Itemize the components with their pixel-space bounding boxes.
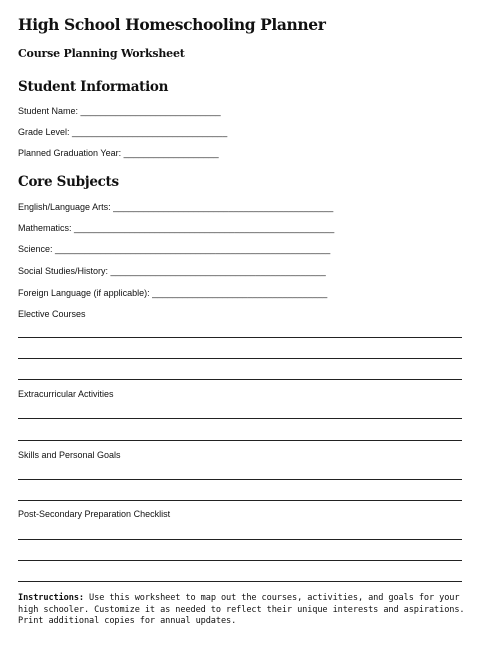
elective-line-2[interactable]: [18, 358, 462, 359]
social-studies-field[interactable]: Social Studies/History: ___________________________________________: [18, 266, 326, 276]
post-secondary-label: Post-Secondary Preparation Checklist: [18, 509, 171, 519]
instructions-body: Use this worksheet to map out the courses, activities, and goals for your high schooler. Customize it as needed to reflect their unique interests and aspirations. Print additional copies for annual updates.: [18, 593, 465, 627]
english-field[interactable]: English/Language Arts: ____________________________________________: [18, 202, 334, 212]
elective-courses-label: Elective Courses: [18, 309, 86, 319]
elective-line-3[interactable]: [18, 379, 462, 380]
extracurricular-label: Extracurricular Activities: [18, 389, 114, 399]
elective-line-1[interactable]: [18, 337, 462, 338]
foreign-language-field[interactable]: Foreign Language (if applicable): ___________________________________: [18, 288, 328, 298]
core-subjects-heading: Core Subjects: [18, 174, 119, 190]
instructions-text: [18, 593, 466, 628]
post-secondary-line-2[interactable]: [18, 560, 462, 561]
post-secondary-line-1[interactable]: [18, 539, 462, 540]
instructions-label: Instructions:: [18, 593, 84, 603]
page-title: High School Homeschooling Planner: [18, 15, 326, 34]
skills-line-2[interactable]: [18, 500, 462, 501]
science-field[interactable]: Science: _______________________________________________________: [18, 244, 331, 254]
student-name-field[interactable]: Student Name: ____________________________: [18, 106, 221, 116]
skills-line-1[interactable]: [18, 479, 462, 480]
graduation-year-field[interactable]: Planned Graduation Year: ___________________: [18, 148, 219, 158]
post-secondary-line-3[interactable]: [18, 581, 462, 582]
page-subtitle: Course Planning Worksheet: [18, 47, 185, 60]
extracurricular-line-1[interactable]: [18, 418, 462, 419]
extracurricular-line-2[interactable]: [18, 440, 462, 441]
mathematics-field[interactable]: Mathematics: ____________________________________________________: [18, 223, 335, 233]
skills-goals-label: Skills and Personal Goals: [18, 450, 121, 460]
grade-level-field[interactable]: Grade Level: _______________________________: [18, 127, 228, 137]
student-information-heading: Student Information: [18, 79, 169, 95]
